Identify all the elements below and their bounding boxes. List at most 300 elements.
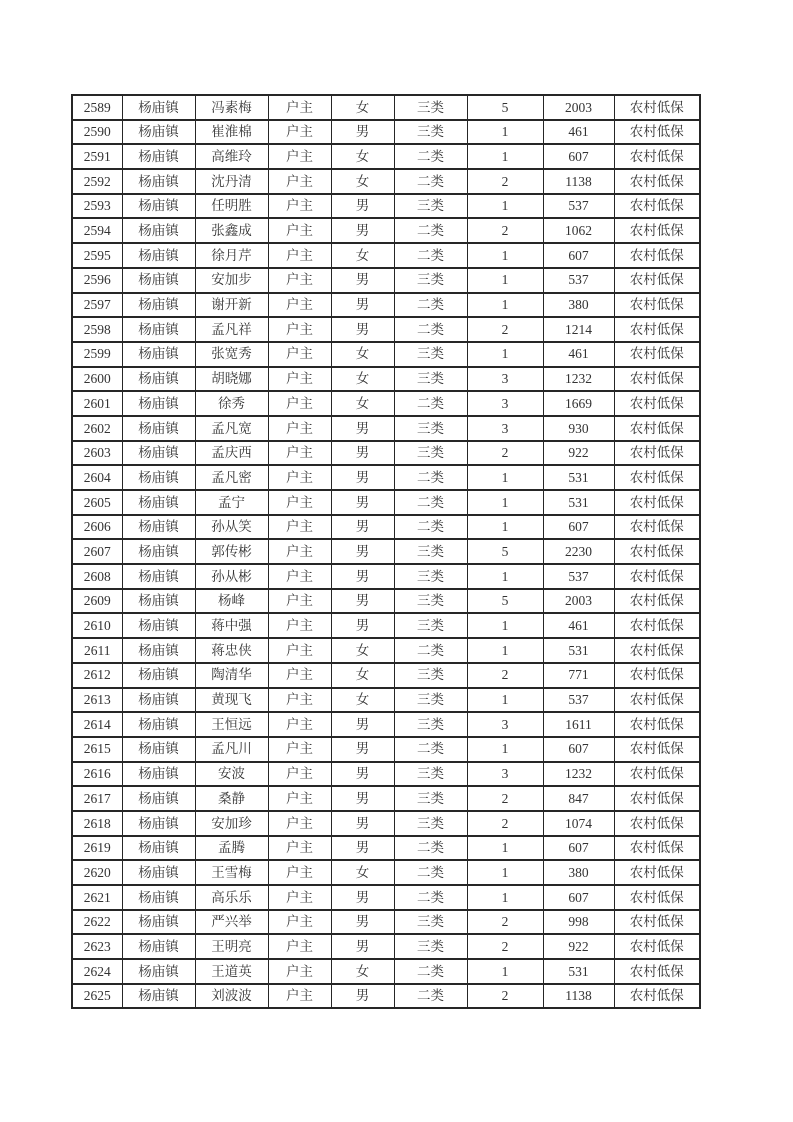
cell-gender: 女 [331, 663, 394, 688]
cell-name: 高乐乐 [195, 885, 268, 910]
cell-name: 孟凡密 [195, 465, 268, 490]
cell-relation: 户主 [268, 737, 331, 762]
cell-benefit-type: 农村低保 [614, 836, 700, 861]
cell-amount: 461 [543, 342, 614, 367]
table-row [72, 169, 700, 194]
cell-category: 二类 [394, 490, 467, 515]
cell-benefit-type: 农村低保 [614, 786, 700, 811]
cell-gender: 男 [331, 589, 394, 614]
cell-category: 二类 [394, 984, 467, 1009]
cell-benefit-type: 农村低保 [614, 367, 700, 392]
table-row [72, 762, 700, 787]
cell-benefit-type: 农村低保 [614, 441, 700, 466]
cell-gender: 男 [331, 934, 394, 959]
cell-benefit-type: 农村低保 [614, 490, 700, 515]
table-row [72, 367, 700, 392]
cell-category: 三类 [394, 564, 467, 589]
cell-name: 安加珍 [195, 811, 268, 836]
cell-name: 徐月芹 [195, 243, 268, 268]
cell-town: 杨庙镇 [122, 959, 195, 984]
cell-benefit-type: 农村低保 [614, 688, 700, 713]
cell-name: 崔淮棉 [195, 120, 268, 145]
cell-gender: 男 [331, 786, 394, 811]
cell-gender: 男 [331, 218, 394, 243]
cell-town: 杨庙镇 [122, 490, 195, 515]
cell-town: 杨庙镇 [122, 243, 195, 268]
table-row [72, 441, 700, 466]
cell-gender: 男 [331, 465, 394, 490]
cell-household-count: 2 [467, 910, 543, 935]
cell-household-count: 3 [467, 762, 543, 787]
cell-household-count: 1 [467, 268, 543, 293]
cell-category: 三类 [394, 663, 467, 688]
cell-category: 三类 [394, 441, 467, 466]
cell-benefit-type: 农村低保 [614, 860, 700, 885]
benefits-table [71, 94, 701, 1009]
cell-household-count: 3 [467, 416, 543, 441]
cell-benefit-type: 农村低保 [614, 934, 700, 959]
cell-benefit-type: 农村低保 [614, 416, 700, 441]
cell-town: 杨庙镇 [122, 663, 195, 688]
cell-relation: 户主 [268, 589, 331, 614]
cell-name: 刘波波 [195, 984, 268, 1009]
cell-town: 杨庙镇 [122, 762, 195, 787]
cell-town: 杨庙镇 [122, 465, 195, 490]
cell-relation: 户主 [268, 342, 331, 367]
table-row [72, 218, 700, 243]
cell-town: 杨庙镇 [122, 910, 195, 935]
cell-town: 杨庙镇 [122, 391, 195, 416]
cell-town: 杨庙镇 [122, 218, 195, 243]
cell-serial: 2598 [72, 317, 122, 342]
cell-category: 三类 [394, 910, 467, 935]
cell-benefit-type: 农村低保 [614, 885, 700, 910]
cell-category: 三类 [394, 762, 467, 787]
cell-category: 三类 [394, 120, 467, 145]
cell-household-count: 5 [467, 539, 543, 564]
cell-category: 二类 [394, 885, 467, 910]
cell-relation: 户主 [268, 811, 331, 836]
cell-household-count: 1 [467, 836, 543, 861]
cell-amount: 1214 [543, 317, 614, 342]
cell-category: 二类 [394, 836, 467, 861]
cell-gender: 男 [331, 762, 394, 787]
cell-gender: 女 [331, 860, 394, 885]
cell-name: 蒋中强 [195, 613, 268, 638]
table-row [72, 934, 700, 959]
cell-household-count: 2 [467, 441, 543, 466]
cell-amount: 537 [543, 688, 614, 713]
table-row [72, 688, 700, 713]
cell-household-count: 1 [467, 293, 543, 318]
cell-household-count: 2 [467, 811, 543, 836]
cell-amount: 537 [543, 194, 614, 219]
cell-town: 杨庙镇 [122, 367, 195, 392]
cell-benefit-type: 农村低保 [614, 589, 700, 614]
cell-name: 杨峰 [195, 589, 268, 614]
cell-serial: 2606 [72, 515, 122, 540]
cell-household-count: 1 [467, 564, 543, 589]
cell-benefit-type: 农村低保 [614, 811, 700, 836]
cell-name: 高维玲 [195, 144, 268, 169]
cell-serial: 2601 [72, 391, 122, 416]
table-row [72, 959, 700, 984]
cell-household-count: 1 [467, 638, 543, 663]
cell-amount: 1669 [543, 391, 614, 416]
cell-gender: 女 [331, 243, 394, 268]
cell-serial: 2600 [72, 367, 122, 392]
cell-gender: 女 [331, 391, 394, 416]
cell-name: 沈丹清 [195, 169, 268, 194]
cell-amount: 1062 [543, 218, 614, 243]
cell-town: 杨庙镇 [122, 934, 195, 959]
cell-category: 三类 [394, 589, 467, 614]
cell-town: 杨庙镇 [122, 589, 195, 614]
cell-town: 杨庙镇 [122, 712, 195, 737]
table-row [72, 243, 700, 268]
cell-household-count: 1 [467, 860, 543, 885]
cell-benefit-type: 农村低保 [614, 984, 700, 1009]
cell-household-count: 1 [467, 194, 543, 219]
cell-category: 三类 [394, 539, 467, 564]
cell-amount: 1232 [543, 367, 614, 392]
table-row [72, 564, 700, 589]
cell-category: 二类 [394, 243, 467, 268]
cell-household-count: 2 [467, 934, 543, 959]
cell-benefit-type: 农村低保 [614, 663, 700, 688]
cell-relation: 户主 [268, 539, 331, 564]
cell-household-count: 2 [467, 218, 543, 243]
cell-relation: 户主 [268, 786, 331, 811]
cell-town: 杨庙镇 [122, 95, 195, 120]
cell-serial: 2597 [72, 293, 122, 318]
cell-amount: 461 [543, 613, 614, 638]
cell-town: 杨庙镇 [122, 293, 195, 318]
cell-benefit-type: 农村低保 [614, 515, 700, 540]
cell-gender: 女 [331, 688, 394, 713]
cell-amount: 998 [543, 910, 614, 935]
cell-amount: 607 [543, 515, 614, 540]
cell-benefit-type: 农村低保 [614, 465, 700, 490]
cell-amount: 922 [543, 441, 614, 466]
cell-household-count: 1 [467, 144, 543, 169]
cell-amount: 537 [543, 268, 614, 293]
table-row [72, 910, 700, 935]
cell-serial: 2616 [72, 762, 122, 787]
cell-category: 三类 [394, 194, 467, 219]
cell-benefit-type: 农村低保 [614, 120, 700, 145]
cell-category: 三类 [394, 786, 467, 811]
cell-amount: 607 [543, 737, 614, 762]
cell-relation: 户主 [268, 317, 331, 342]
cell-name: 任明胜 [195, 194, 268, 219]
cell-relation: 户主 [268, 293, 331, 318]
cell-gender: 女 [331, 169, 394, 194]
cell-category: 三类 [394, 811, 467, 836]
cell-amount: 930 [543, 416, 614, 441]
table-row [72, 539, 700, 564]
cell-relation: 户主 [268, 910, 331, 935]
cell-serial: 2618 [72, 811, 122, 836]
table-row [72, 515, 700, 540]
cell-amount: 531 [543, 638, 614, 663]
cell-serial: 2609 [72, 589, 122, 614]
cell-name: 孟凡祥 [195, 317, 268, 342]
cell-gender: 女 [331, 95, 394, 120]
cell-town: 杨庙镇 [122, 342, 195, 367]
cell-gender: 男 [331, 811, 394, 836]
cell-category: 三类 [394, 934, 467, 959]
cell-relation: 户主 [268, 490, 331, 515]
table-row [72, 860, 700, 885]
cell-category: 二类 [394, 169, 467, 194]
cell-household-count: 5 [467, 589, 543, 614]
cell-town: 杨庙镇 [122, 811, 195, 836]
cell-gender: 女 [331, 144, 394, 169]
cell-relation: 户主 [268, 836, 331, 861]
cell-benefit-type: 农村低保 [614, 317, 700, 342]
cell-name: 冯素梅 [195, 95, 268, 120]
table-row [72, 342, 700, 367]
cell-name: 孟凡川 [195, 737, 268, 762]
cell-name: 王恒远 [195, 712, 268, 737]
cell-name: 张鑫成 [195, 218, 268, 243]
table-row [72, 194, 700, 219]
table-row [72, 613, 700, 638]
cell-serial: 2608 [72, 564, 122, 589]
table-row [72, 663, 700, 688]
cell-name: 孟腾 [195, 836, 268, 861]
cell-benefit-type: 农村低保 [614, 268, 700, 293]
cell-town: 杨庙镇 [122, 169, 195, 194]
cell-gender: 男 [331, 910, 394, 935]
cell-amount: 380 [543, 860, 614, 885]
cell-gender: 男 [331, 317, 394, 342]
cell-gender: 女 [331, 638, 394, 663]
cell-household-count: 2 [467, 984, 543, 1009]
table-row [72, 268, 700, 293]
cell-amount: 771 [543, 663, 614, 688]
table-row [72, 465, 700, 490]
table-row [72, 416, 700, 441]
cell-town: 杨庙镇 [122, 737, 195, 762]
cell-amount: 380 [543, 293, 614, 318]
cell-benefit-type: 农村低保 [614, 342, 700, 367]
cell-household-count: 5 [467, 95, 543, 120]
cell-gender: 女 [331, 367, 394, 392]
table-row [72, 144, 700, 169]
cell-amount: 461 [543, 120, 614, 145]
cell-town: 杨庙镇 [122, 441, 195, 466]
cell-name: 黄现飞 [195, 688, 268, 713]
cell-benefit-type: 农村低保 [614, 218, 700, 243]
cell-gender: 男 [331, 885, 394, 910]
cell-serial: 2605 [72, 490, 122, 515]
table-row [72, 317, 700, 342]
cell-serial: 2604 [72, 465, 122, 490]
cell-relation: 户主 [268, 416, 331, 441]
table-row [72, 391, 700, 416]
cell-household-count: 1 [467, 515, 543, 540]
cell-benefit-type: 农村低保 [614, 910, 700, 935]
cell-household-count: 2 [467, 786, 543, 811]
cell-amount: 922 [543, 934, 614, 959]
cell-household-count: 1 [467, 490, 543, 515]
cell-category: 二类 [394, 218, 467, 243]
cell-gender: 男 [331, 737, 394, 762]
cell-benefit-type: 农村低保 [614, 539, 700, 564]
cell-serial: 2589 [72, 95, 122, 120]
cell-amount: 531 [543, 490, 614, 515]
cell-benefit-type: 农村低保 [614, 638, 700, 663]
cell-benefit-type: 农村低保 [614, 194, 700, 219]
cell-benefit-type: 农村低保 [614, 712, 700, 737]
cell-town: 杨庙镇 [122, 688, 195, 713]
table-row [72, 836, 700, 861]
cell-serial: 2602 [72, 416, 122, 441]
cell-serial: 2593 [72, 194, 122, 219]
cell-gender: 男 [331, 416, 394, 441]
cell-household-count: 1 [467, 959, 543, 984]
cell-gender: 男 [331, 120, 394, 145]
cell-relation: 户主 [268, 959, 331, 984]
cell-serial: 2617 [72, 786, 122, 811]
cell-category: 二类 [394, 317, 467, 342]
cell-serial: 2614 [72, 712, 122, 737]
cell-amount: 1074 [543, 811, 614, 836]
cell-category: 二类 [394, 860, 467, 885]
cell-category: 二类 [394, 638, 467, 663]
cell-amount: 1138 [543, 169, 614, 194]
cell-gender: 男 [331, 441, 394, 466]
cell-serial: 2624 [72, 959, 122, 984]
cell-serial: 2623 [72, 934, 122, 959]
cell-serial: 2594 [72, 218, 122, 243]
table-row [72, 885, 700, 910]
table-row [72, 589, 700, 614]
cell-name: 谢开新 [195, 293, 268, 318]
cell-household-count: 1 [467, 737, 543, 762]
cell-name: 王雪梅 [195, 860, 268, 885]
cell-relation: 户主 [268, 712, 331, 737]
cell-town: 杨庙镇 [122, 416, 195, 441]
cell-category: 二类 [394, 465, 467, 490]
cell-serial: 2592 [72, 169, 122, 194]
cell-town: 杨庙镇 [122, 564, 195, 589]
cell-household-count: 1 [467, 342, 543, 367]
cell-household-count: 1 [467, 885, 543, 910]
cell-name: 孟庆西 [195, 441, 268, 466]
cell-gender: 男 [331, 613, 394, 638]
cell-amount: 1232 [543, 762, 614, 787]
cell-amount: 1138 [543, 984, 614, 1009]
cell-serial: 2591 [72, 144, 122, 169]
cell-relation: 户主 [268, 120, 331, 145]
cell-relation: 户主 [268, 144, 331, 169]
cell-gender: 男 [331, 515, 394, 540]
cell-relation: 户主 [268, 218, 331, 243]
cell-relation: 户主 [268, 194, 331, 219]
cell-category: 二类 [394, 959, 467, 984]
cell-serial: 2596 [72, 268, 122, 293]
cell-town: 杨庙镇 [122, 144, 195, 169]
cell-amount: 847 [543, 786, 614, 811]
cell-town: 杨庙镇 [122, 613, 195, 638]
cell-name: 安波 [195, 762, 268, 787]
cell-serial: 2615 [72, 737, 122, 762]
cell-household-count: 3 [467, 367, 543, 392]
cell-relation: 户主 [268, 465, 331, 490]
cell-relation: 户主 [268, 268, 331, 293]
cell-gender: 女 [331, 342, 394, 367]
cell-amount: 531 [543, 465, 614, 490]
cell-relation: 户主 [268, 860, 331, 885]
cell-household-count: 2 [467, 317, 543, 342]
cell-relation: 户主 [268, 441, 331, 466]
cell-town: 杨庙镇 [122, 120, 195, 145]
cell-name: 孟宁 [195, 490, 268, 515]
cell-town: 杨庙镇 [122, 786, 195, 811]
cell-serial: 2619 [72, 836, 122, 861]
cell-category: 二类 [394, 293, 467, 318]
cell-household-count: 1 [467, 120, 543, 145]
cell-household-count: 2 [467, 663, 543, 688]
cell-benefit-type: 农村低保 [614, 391, 700, 416]
cell-relation: 户主 [268, 663, 331, 688]
cell-town: 杨庙镇 [122, 515, 195, 540]
cell-town: 杨庙镇 [122, 860, 195, 885]
cell-household-count: 3 [467, 712, 543, 737]
cell-serial: 2620 [72, 860, 122, 885]
table-row [72, 786, 700, 811]
cell-serial: 2599 [72, 342, 122, 367]
cell-amount: 2230 [543, 539, 614, 564]
cell-name: 蒋忠侠 [195, 638, 268, 663]
cell-category: 三类 [394, 688, 467, 713]
cell-category: 三类 [394, 712, 467, 737]
cell-relation: 户主 [268, 638, 331, 663]
cell-category: 三类 [394, 95, 467, 120]
cell-relation: 户主 [268, 95, 331, 120]
cell-relation: 户主 [268, 391, 331, 416]
cell-town: 杨庙镇 [122, 268, 195, 293]
cell-name: 王明亮 [195, 934, 268, 959]
table-row [72, 811, 700, 836]
cell-amount: 537 [543, 564, 614, 589]
table-body [72, 95, 700, 1008]
cell-town: 杨庙镇 [122, 539, 195, 564]
cell-town: 杨庙镇 [122, 984, 195, 1009]
cell-amount: 2003 [543, 589, 614, 614]
cell-name: 王道英 [195, 959, 268, 984]
cell-household-count: 2 [467, 169, 543, 194]
cell-name: 桑静 [195, 786, 268, 811]
cell-name: 安加步 [195, 268, 268, 293]
cell-relation: 户主 [268, 934, 331, 959]
cell-serial: 2611 [72, 638, 122, 663]
cell-name: 孙从彬 [195, 564, 268, 589]
table-row [72, 293, 700, 318]
cell-relation: 户主 [268, 762, 331, 787]
table-row [72, 120, 700, 145]
table-row [72, 737, 700, 762]
cell-category: 三类 [394, 416, 467, 441]
cell-gender: 男 [331, 564, 394, 589]
cell-category: 三类 [394, 367, 467, 392]
cell-serial: 2612 [72, 663, 122, 688]
cell-name: 胡晓娜 [195, 367, 268, 392]
cell-amount: 607 [543, 243, 614, 268]
